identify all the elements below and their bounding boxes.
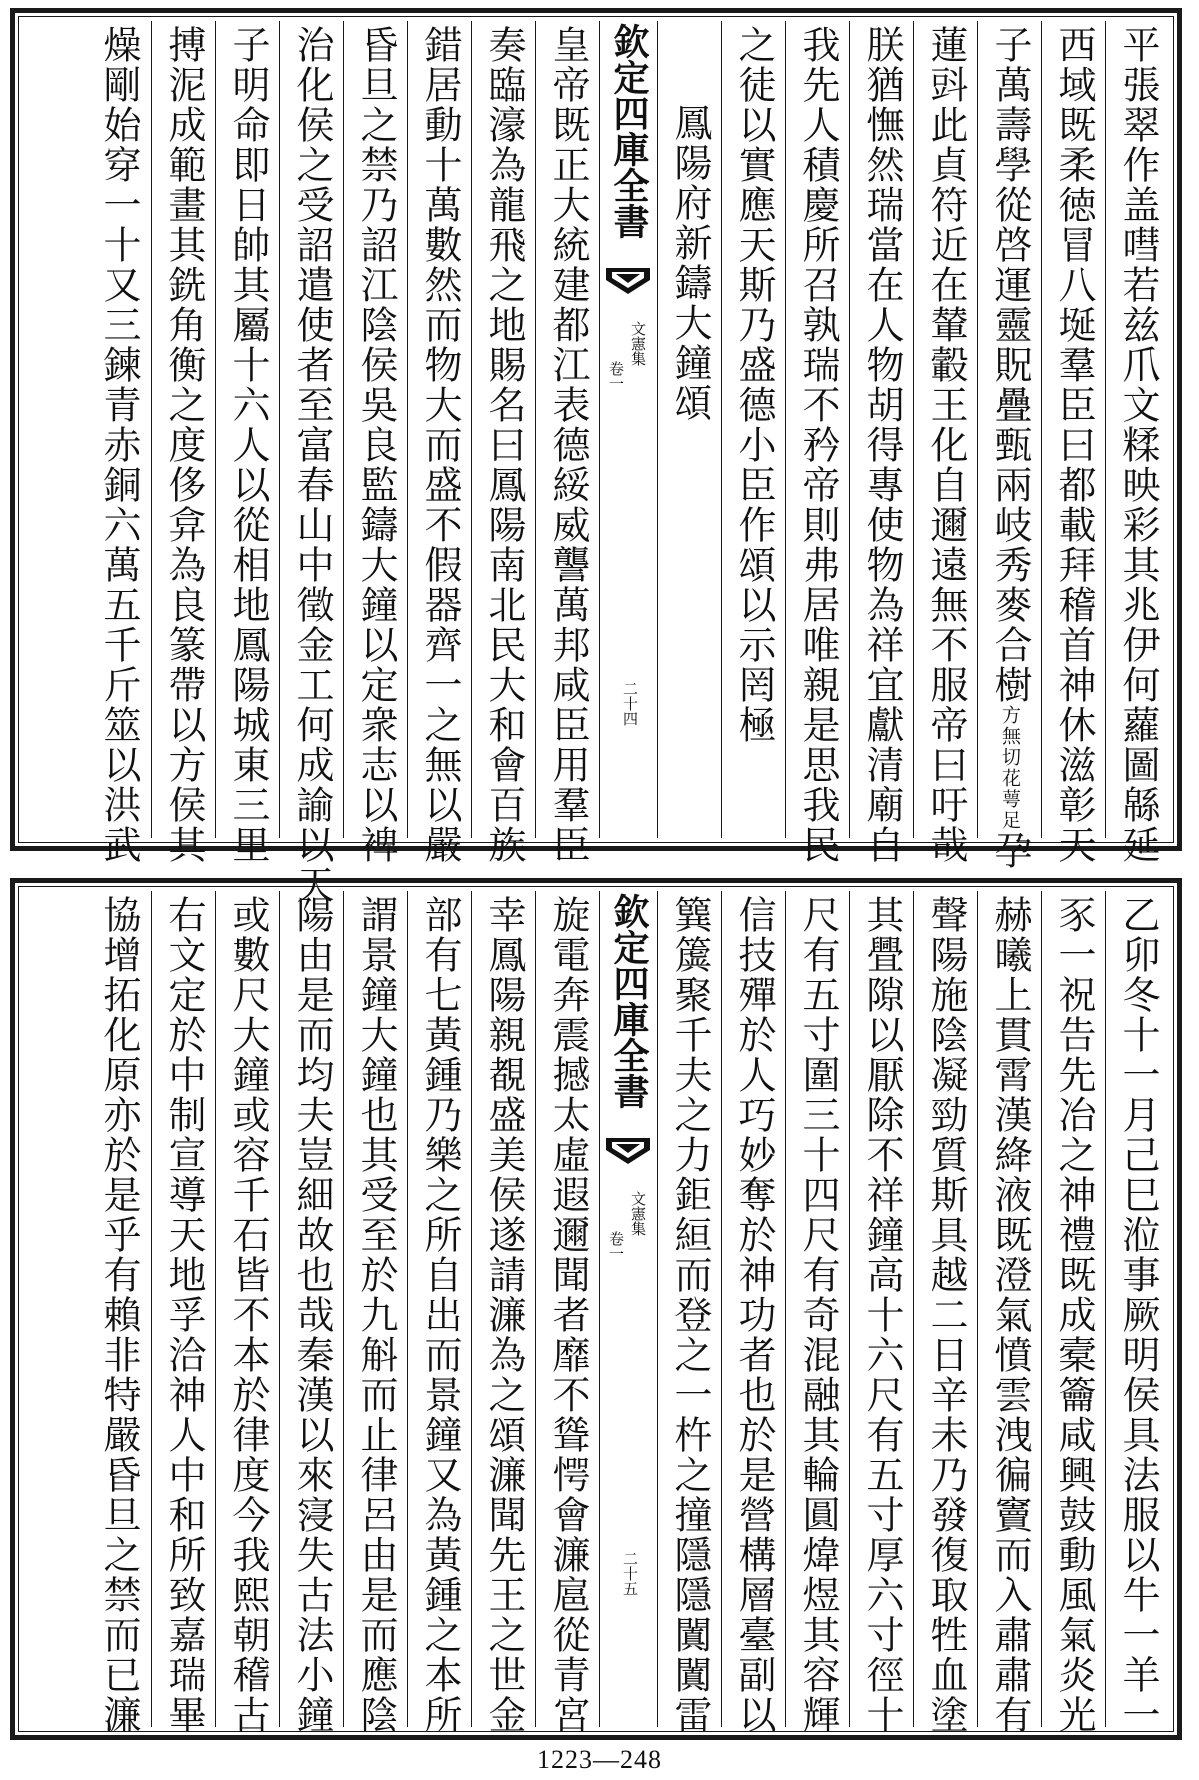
page-number: 二十四 <box>621 681 639 726</box>
fish-tail-mark-icon <box>604 266 652 296</box>
column-text: 赫曦上貫霄漢絳液既澄氣憤雲洩徧竇而入肅肅有 <box>988 895 1032 1735</box>
collection-name: 文憲集 <box>629 1191 647 1236</box>
column-text: 之徒以實應天斯乃盛德小臣作頌以示罔極 <box>732 25 776 745</box>
text-column <box>87 891 151 1735</box>
text-column <box>1105 891 1169 1735</box>
column-text: 信技殫於人巧妙奪於神功者也於是營構層臺副以 <box>732 895 776 1735</box>
column-text: 西域既柔徳冒八埏羣臣曰都載拜稽首神休滋彰天 <box>1052 25 1096 865</box>
text-column <box>151 891 215 1735</box>
text-column <box>721 891 785 1735</box>
column-text: 昏旦之禁乃詔江陰侯吳良監鑄大鐘以定衆志以裨 <box>354 25 398 865</box>
column-text: 幸鳳陽親覩盛美侯遂請濂為之頌濂聞先王之世金 <box>482 895 526 1735</box>
volume-label: 卷一 <box>607 1231 625 1261</box>
library-name: 欽定四庫全書 <box>608 23 650 239</box>
text-column <box>913 21 977 865</box>
section-title: 鳳陽府新鑄大鐘頌 <box>668 103 712 423</box>
text-column <box>1041 891 1105 1735</box>
text-column <box>785 891 849 1735</box>
column-text: 治化侯之受詔遣使者至富春山中徵金工何成諭以天 <box>290 25 334 905</box>
bottom-page-columns <box>23 891 1169 1735</box>
column-text: 部有七黃鍾乃樂之所自出而景鐘又為黃鍾之本所 <box>418 895 462 1735</box>
top-page-columns <box>23 21 1169 905</box>
text-column <box>785 21 849 865</box>
column-text: 奏臨濠為龍飛之地賜名曰鳳陽南北民大和會百族 <box>482 25 526 865</box>
text-column <box>471 21 535 865</box>
page-number: 二十五 <box>621 1551 639 1596</box>
text-column <box>657 891 721 1735</box>
column-text: 錯居動十萬數然而物大而盛不假器齊一之無以嚴 <box>418 25 462 865</box>
library-name: 欽定四庫全書 <box>608 893 650 1109</box>
text-column <box>849 891 913 1735</box>
text-column <box>215 21 279 865</box>
text-column <box>913 891 977 1735</box>
section-title-column <box>657 21 721 838</box>
text-column <box>1041 21 1105 865</box>
column-text: 其舋隙以厭除不祥鐘高十六尺有五寸厚六寸徑十 <box>860 895 904 1735</box>
text-column <box>1105 21 1169 865</box>
column-text: 協增拓化原亦於是乎有賴非特嚴昏旦之禁而已濂 <box>97 895 141 1735</box>
fish-tail-mark-icon <box>604 1136 652 1166</box>
column-text: 搏泥成範畫其銑角衡之度侈弇為良篆帶以方侯其 <box>162 25 206 865</box>
column-text: 或數尺大鐘或容千石皆不本於律度今我熙朝稽古 <box>226 895 270 1735</box>
text-column <box>407 891 471 1735</box>
collection-name: 文憲集 <box>629 321 647 366</box>
text-column <box>471 891 535 1735</box>
center-spine <box>599 891 657 1727</box>
column-text: 燥剛始穿一十又三鍊青赤銅六萬五千斤筮以洪武 <box>97 25 141 865</box>
column-text: 子明命即日帥其屬十六人以從相地鳳陽城東三里 <box>226 25 270 865</box>
column-text: 簨簴聚千夫之力鉅絙而登之一杵之撞隱隱闐闐雷 <box>668 895 712 1735</box>
inline-gloss-line-1: 方無切 <box>999 705 1021 768</box>
inline-gloss-line-2: 花萼足 <box>999 768 1021 831</box>
text-column <box>849 21 913 865</box>
inline-gloss <box>994 705 1026 831</box>
column-text: 蓮㪷此貞符近在輦轂王化自邇遠無不服帝曰吁哉 <box>924 25 968 865</box>
bottom-page <box>10 878 1182 1740</box>
column-text: 平張翠作盖嘒若兹爪文糅映彩其兆伊何蘿圖緜延 <box>1116 25 1160 865</box>
column-text <box>978 25 1042 871</box>
text-column <box>279 891 343 1735</box>
column-text: 陽由是而均夫豈細故也哉秦漢以來寖失古法小鐘 <box>290 895 334 1735</box>
column-text: 豕一祝告先冶之神禮既成槖籥咸興鼓動風氣炎光 <box>1052 895 1096 1735</box>
text-column <box>535 891 599 1735</box>
text-column <box>721 21 785 838</box>
center-spine <box>599 21 657 838</box>
column-text: 謂景鐘大鐘也其受至於九斛而止律呂由是而應陰 <box>354 895 398 1735</box>
column-text: 我先人積慶所召孰瑞不矜帝則弗居唯親是思我民 <box>796 25 840 865</box>
column-text: 右文定於中制宣導天地孚洽神人中和所致嘉瑞畢 <box>162 895 206 1735</box>
column-text: 旋電奔震撼太虛遐邇聞者靡不聳愕會濂扈從青宮 <box>546 895 590 1735</box>
text-column <box>977 21 1041 871</box>
text-column <box>215 891 279 1735</box>
text-column <box>279 21 343 905</box>
text-column <box>343 21 407 865</box>
text-column <box>151 21 215 865</box>
text-column <box>343 891 407 1735</box>
column-text: 皇帝既正大統建都江表德綏威讋萬邦咸臣用羣臣 <box>546 25 590 865</box>
column-text: 聲陽施陰凝勁質斯具越二日辛未乃發復取牲血塗 <box>924 895 968 1735</box>
volume-label: 卷一 <box>607 361 625 391</box>
text-column <box>535 21 599 865</box>
page-footer-number: 1223—248 <box>537 1745 662 1774</box>
column-text: 朕猶憮然瑞當在人物胡得專使物為祥宜獻清廟自 <box>860 25 904 865</box>
column-text: 尺有五寸圍三十四尺有奇混融其輪圓煒煜其容輝 <box>796 895 840 1735</box>
text-column <box>977 891 1041 1735</box>
column-text: 乙卯冬十一月己巳涖事厥明侯具法服以牛一羊一 <box>1116 895 1160 1735</box>
column-main-text: 子萬壽學從啓運靈貺疊甄兩岐秀麥合樹 <box>988 25 1032 705</box>
top-page <box>10 8 1182 905</box>
text-column <box>87 21 151 865</box>
text-column <box>407 21 471 865</box>
column-tail-text: 孕 <box>988 831 1032 871</box>
